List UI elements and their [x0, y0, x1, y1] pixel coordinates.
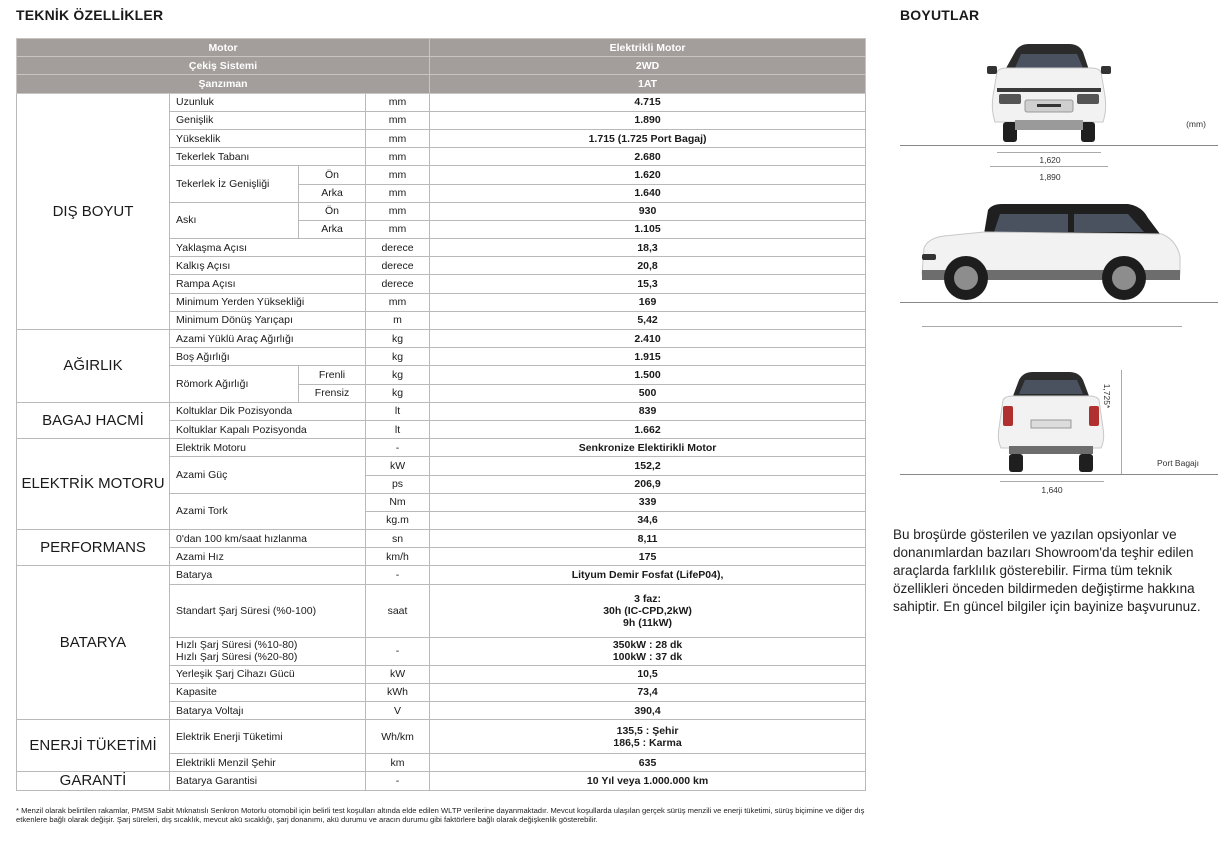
row-unit: kg [366, 330, 430, 348]
row-sublabel: Ön [299, 166, 366, 184]
row-value: 339 [430, 493, 866, 511]
port-bagaj-label: Port Bagajı [1156, 458, 1200, 468]
dimension-line-rear-track [1000, 481, 1104, 482]
header-label: Çekiş Sistemi [17, 57, 430, 75]
ground-line-side [900, 302, 1218, 303]
row-label: Genişlik [170, 111, 366, 129]
row-value: 635 [430, 754, 866, 772]
table-row [17, 439, 866, 457]
row-value: 18,3 [430, 239, 866, 257]
row-value: 152,2 [430, 457, 866, 475]
value-line: 350kW : 28 dk [612, 639, 683, 652]
row-label: Minimum Dönüş Yarıçapı [170, 311, 366, 329]
height-label: 1,725* [1102, 383, 1112, 409]
row-label: Azami Hız [170, 548, 366, 566]
section-bagaj: BAGAJ HACMİ [17, 402, 170, 438]
row-unit: mm [366, 93, 430, 111]
row-label: Elektrik Motoru [170, 439, 366, 457]
front-track-label: 1,620 [1039, 155, 1061, 165]
row-value: 5,42 [430, 311, 866, 329]
row-value: 175 [430, 548, 866, 566]
footnote: * Menzil olarak belirtilen rakamlar, PMSM Sabit Mıknatıslı Senkron Motorlu otomobil için belirli test koşulları altında elde edilen WLTP verilerine dayanmaktadır. Mevcut koşullarda ulaşılan gerçek sürüş menzili ve enerji tüketimi, sürüş biçimine ve diğer dış etkenlere bağlı olarak değişir. Şarj süreleri, dış sıcaklık, mevcut akü sıcaklığı, şarj donanımı, akü durumu ve aracın durumu gibi faktörlere bağlı olarak değişkenlik gösterebilir. [16, 806, 865, 825]
disclaimer-notice: Bu broşürde gösterilen ve yazılan opsiyonlar ve donanımlardan bazıları Showroom'da teşhir edilen araçlarda farklılık gösterebilir. Firma tüm teknik özellikleri önceden bildirmeden değiştirme hakkına sahiptir. En güncel bilgiler için bayinize başvurunuz. [893, 527, 1201, 614]
row-sublabel: Frenli [299, 366, 366, 384]
row-sublabel: Frensiz [299, 384, 366, 402]
row-unit: mm [366, 184, 430, 202]
table-row [17, 530, 866, 548]
row-value: 1.105 [430, 220, 866, 238]
car-side-view [918, 200, 1184, 304]
rear-track-label: 1,640 [1041, 485, 1063, 495]
row-unit: kWh [366, 683, 430, 701]
row-value [430, 584, 866, 637]
row-unit: V [366, 702, 430, 720]
row-label: Koltuklar Kapalı Pozisyonda [170, 420, 366, 438]
section-dis-boyut: DIŞ BOYUT [17, 93, 170, 329]
row-value: 1.662 [430, 420, 866, 438]
header-label: Şanzıman [17, 75, 430, 93]
row-unit: mm [366, 148, 430, 166]
dimension-line-track [997, 152, 1101, 153]
car-front-view [985, 40, 1113, 148]
section-garanti: GARANTİ [17, 772, 170, 790]
row-value: 73,4 [430, 683, 866, 701]
section-agirlik: AĞIRLIK [17, 330, 170, 403]
row-unit: m [366, 311, 430, 329]
row-unit: derece [366, 239, 430, 257]
value-line: 100kW : 37 dk [612, 651, 683, 664]
row-unit: mm [366, 111, 430, 129]
row-value: 15,3 [430, 275, 866, 293]
header-value: Elektrikli Motor [430, 39, 866, 57]
row-label: Minimum Yerden Yüksekliği [170, 293, 366, 311]
row-unit: kg.m [366, 511, 430, 529]
label-line: Hızlı Şarj Süresi (%20-80) [176, 651, 298, 664]
header-value: 2WD [430, 57, 866, 75]
row-unit: derece [366, 275, 430, 293]
header-label: Motor [17, 39, 430, 57]
dimension-line-width [990, 166, 1108, 167]
row-value: 1.640 [430, 184, 866, 202]
unit-label: (mm) [1186, 119, 1206, 129]
row-unit: mm [366, 220, 430, 238]
row-unit: kg [366, 366, 430, 384]
row-unit: kW [366, 457, 430, 475]
row-value: 1.715 (1.725 Port Bagaj) [430, 129, 866, 147]
row-unit: kg [366, 384, 430, 402]
row-label: Yükseklik [170, 129, 366, 147]
header-row-sanziman [17, 75, 866, 93]
row-unit: - [366, 566, 430, 584]
table-row [17, 772, 866, 790]
header-row-cekis [17, 57, 866, 75]
row-label: Askı [170, 202, 299, 238]
row-unit: ps [366, 475, 430, 493]
value-line: 135,5 : Şehir [616, 724, 679, 737]
row-value: 390,4 [430, 702, 866, 720]
row-label: Boş Ağırlığı [170, 348, 366, 366]
dimension-line-length [922, 326, 1182, 327]
row-label: Azami Tork [170, 493, 366, 529]
row-label: Azami Yüklü Araç Ağırlığı [170, 330, 366, 348]
ground-line-rear [900, 474, 1218, 475]
row-value: 839 [430, 402, 866, 420]
row-value: 34,6 [430, 511, 866, 529]
row-value: 8,11 [430, 530, 866, 548]
row-unit: lt [366, 420, 430, 438]
row-value [430, 720, 866, 754]
label-line: Hızlı Şarj Süresi (%10-80) [176, 639, 298, 652]
row-unit: sn [366, 530, 430, 548]
row-label: Azami Güç [170, 457, 366, 493]
row-label: Kalkış Açısı [170, 257, 366, 275]
row-label: Batarya Voltajı [170, 702, 366, 720]
value-line: 186,5 : Karma [613, 736, 682, 749]
row-label: Tekerlek İz Genişliği [170, 166, 299, 202]
row-label: Yaklaşma Açısı [170, 239, 366, 257]
row-label: Tekerlek Tabanı [170, 148, 366, 166]
row-value: 1.500 [430, 366, 866, 384]
row-value: 20,8 [430, 257, 866, 275]
row-unit: - [366, 637, 430, 665]
row-unit: km/h [366, 548, 430, 566]
row-value: 1.915 [430, 348, 866, 366]
row-label: 0'dan 100 km/saat hızlanma [170, 530, 366, 548]
section-batarya: BATARYA [17, 566, 170, 720]
row-value: Lityum Demir Fosfat (LifeP04), [430, 566, 866, 584]
ground-line-front [900, 145, 1218, 146]
row-sublabel: Ön [299, 202, 366, 220]
row-value: 206,9 [430, 475, 866, 493]
row-label: Elektrik Enerji Tüketimi [170, 720, 366, 754]
table-row [17, 330, 866, 348]
row-sublabel: Arka [299, 184, 366, 202]
row-unit: mm [366, 202, 430, 220]
table-row [17, 402, 866, 420]
row-unit: kW [366, 665, 430, 683]
row-unit: mm [366, 166, 430, 184]
table-row [17, 720, 866, 754]
row-label: Uzunluk [170, 93, 366, 111]
row-label: Rampa Açısı [170, 275, 366, 293]
header-value: 1AT [430, 75, 866, 93]
row-unit: - [366, 439, 430, 457]
row-unit: mm [366, 129, 430, 147]
section-performans: PERFORMANS [17, 530, 170, 566]
row-label: Batarya [170, 566, 366, 584]
dimensions-title: BOYUTLAR [900, 7, 980, 23]
row-value: 2.680 [430, 148, 866, 166]
row-value: 930 [430, 202, 866, 220]
row-label: Yerleşik Şarj Cihazı Gücü [170, 665, 366, 683]
row-unit: Wh/km [366, 720, 430, 754]
row-unit: - [366, 772, 430, 790]
row-sublabel: Arka [299, 220, 366, 238]
value-line: 9h (11kW) [623, 616, 673, 629]
row-value: 10 Yıl veya 1.000.000 km [430, 772, 866, 790]
front-width-label: 1,890 [1039, 172, 1061, 182]
table-row [17, 93, 866, 111]
row-label: Batarya Garantisi [170, 772, 366, 790]
car-rear-view [995, 370, 1107, 476]
dimension-line-height [1121, 370, 1122, 474]
row-value: 10,5 [430, 665, 866, 683]
table-row [17, 566, 866, 584]
row-label: Koltuklar Dik Pozisyonda [170, 402, 366, 420]
row-unit: Nm [366, 493, 430, 511]
section-elektrik-motoru: ELEKTRİK MOTORU [17, 439, 170, 530]
row-unit: saat [366, 584, 430, 637]
row-value: 169 [430, 293, 866, 311]
row-value: 1.620 [430, 166, 866, 184]
row-value: 4.715 [430, 93, 866, 111]
row-label [170, 637, 366, 665]
row-label: Standart Şarj Süresi (%0-100) [170, 584, 366, 637]
row-unit: kg [366, 348, 430, 366]
row-label: Römork Ağırlığı [170, 366, 299, 402]
row-value: 500 [430, 384, 866, 402]
row-unit: km [366, 754, 430, 772]
row-unit: lt [366, 402, 430, 420]
row-label: Kapasite [170, 683, 366, 701]
row-value: Senkronize Elektirikli Motor [430, 439, 866, 457]
header-row-motor [17, 39, 866, 57]
row-value: 1.890 [430, 111, 866, 129]
spec-table [16, 38, 866, 791]
row-label: Elektrikli Menzil Şehir [170, 754, 366, 772]
spec-title: TEKNİK ÖZELLİKLER [16, 7, 164, 23]
value-line: 3 faz: [634, 592, 661, 605]
section-enerji: ENERJİ TÜKETİMİ [17, 720, 170, 772]
row-unit: mm [366, 293, 430, 311]
row-value [430, 637, 866, 665]
value-line: 30h (IC-CPD,2kW) [603, 604, 692, 617]
row-unit: derece [366, 257, 430, 275]
row-value: 2.410 [430, 330, 866, 348]
